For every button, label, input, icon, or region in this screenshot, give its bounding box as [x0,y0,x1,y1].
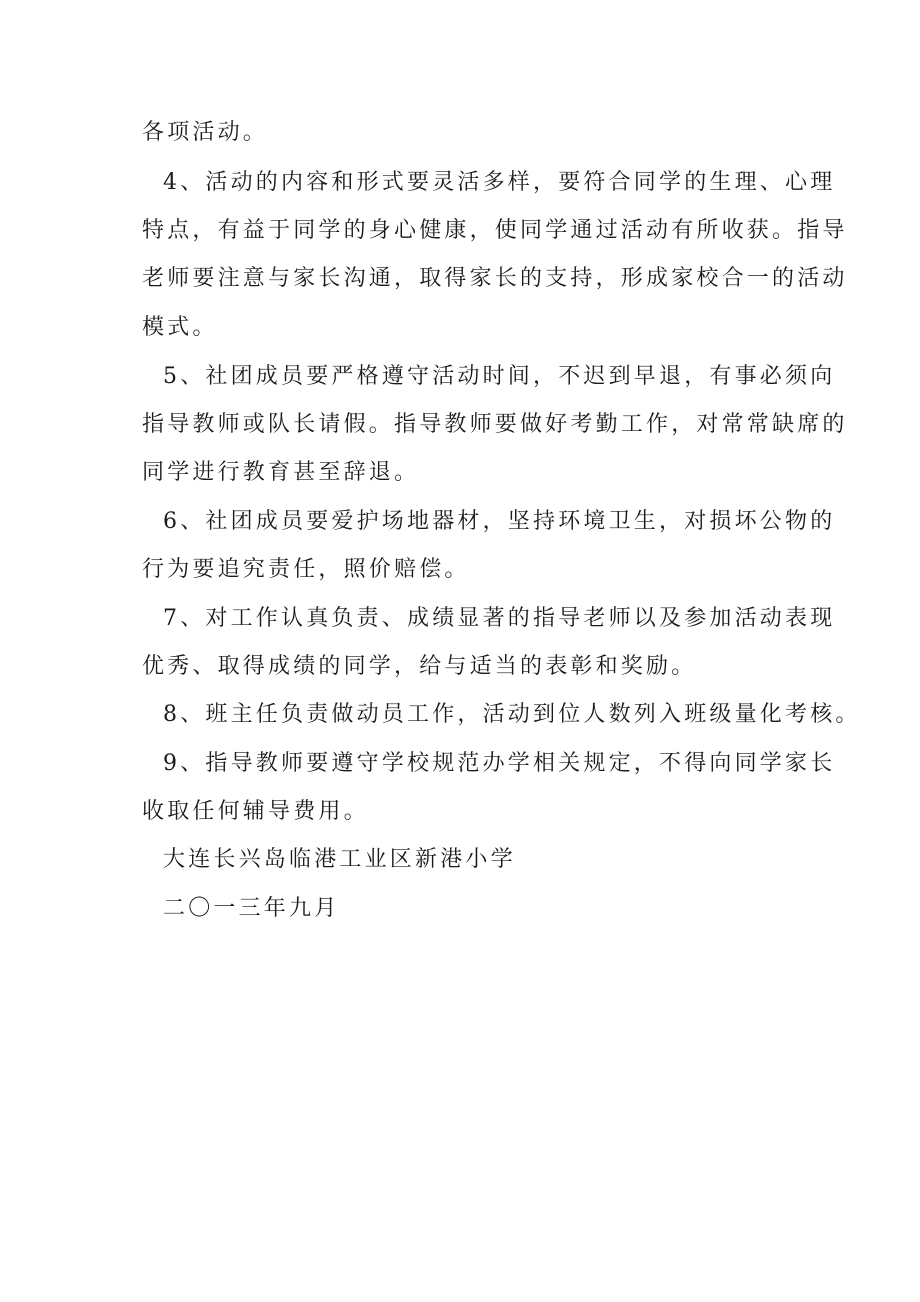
text-line: 9、指导教师要遵守学校规范办学相关规定，不得向同学家长 [163,751,836,776]
text-line: 行为要追究责任，照价赔偿。 [142,557,470,582]
text-line: 老师要注意与家长沟通，取得家长的支持，形成家校合一的活动 [142,266,848,291]
text-line: 模式。 [142,315,218,340]
text-line: 各项活动。 [142,120,269,145]
text-line: 同学进行教育甚至辞退。 [142,460,420,485]
text-line: 5、社团成员要严格遵守活动时间，不迟到早退，有事必须向 [163,364,836,389]
signature-date: 二〇一三年九月 [163,896,340,921]
signature-organization: 大连长兴岛临港工业区新港小学 [163,847,516,872]
text-line: 6、社团成员要爱护场地器材，坚持环境卫生，对损坏公物的 [163,509,836,534]
text-line: 指导教师或队长请假。指导教师要做好考勤工作，对常常缺席的 [142,412,848,437]
text-line: 优秀、取得成绩的同学，给与适当的表彰和奖励。 [142,654,697,679]
text-line: 4、活动的内容和形式要灵活多样，要符合同学的生理、心理 [163,170,836,195]
text-line: 特点，有益于同学的身心健康，使同学通过活动有所收获。指导 [142,218,848,243]
text-line: 收取任何辅导费用。 [142,799,369,824]
text-line: 7、对工作认真负责、成绩显著的指导老师以及参加活动表现 [163,606,836,631]
text-line: 8、班主任负责做动员工作，活动到位人数列入班级量化考核。 [163,702,861,727]
